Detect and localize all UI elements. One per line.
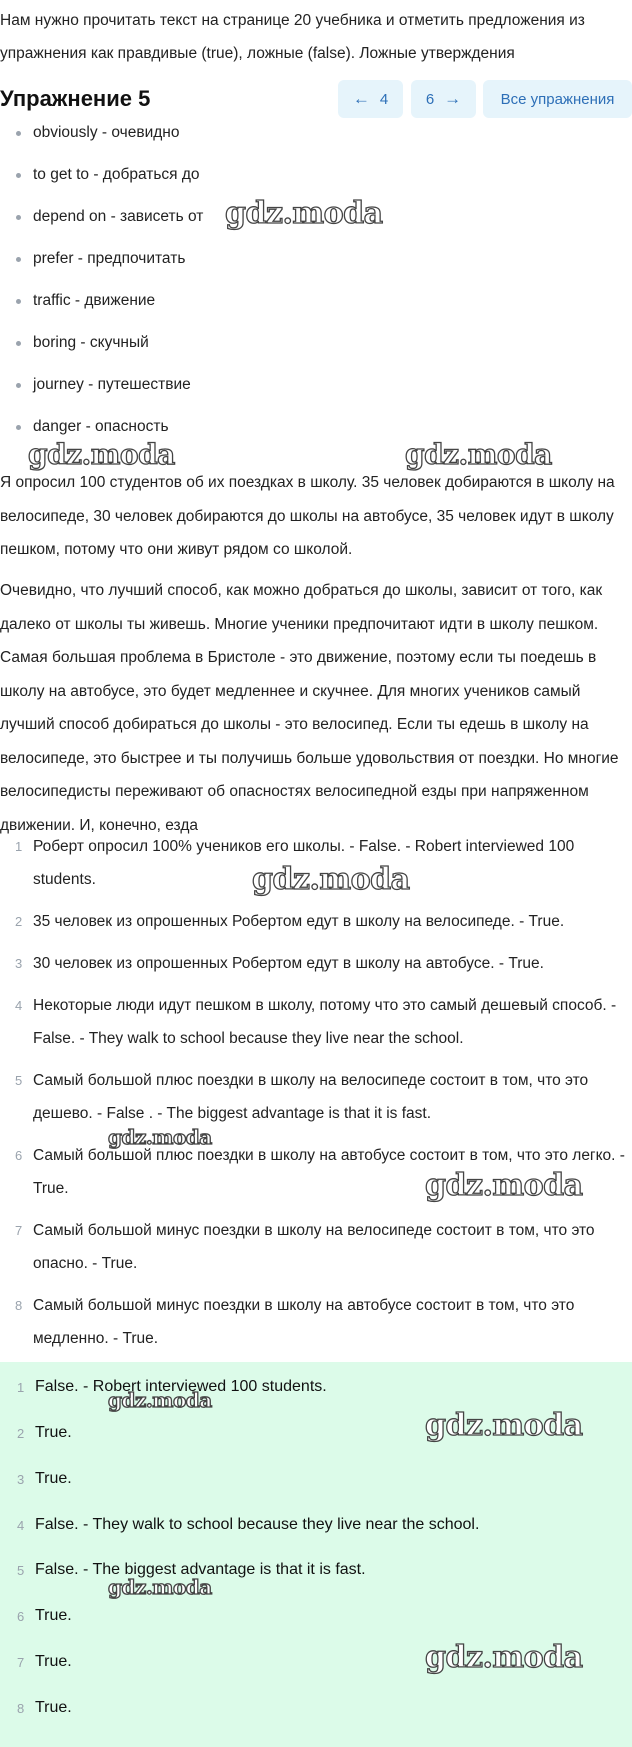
item-number: 4 [17,1517,25,1533]
vocabulary-list [0,124,632,440]
answer-text: True. [35,1653,72,1670]
answer-text: False. - Robert interviewed 100 students. [35,1378,327,1395]
list-item [0,1424,72,1442]
item-number: 3 [17,1471,25,1487]
item-number: 7 [15,1223,23,1238]
list-item [0,947,632,980]
list-item [0,1214,632,1280]
statement-text: 35 человек из опрошенных Робертом едут в школу на велосипеде. - True. [33,913,565,930]
vocab-text: to get to - добраться до [33,166,200,183]
bullet-icon [16,383,21,388]
vocab-text: prefer - предпочитать [33,250,186,267]
item-number: 1 [15,839,23,854]
watermark: gdz.moda [425,1168,583,1203]
vocab-text: danger - опасность [33,418,169,435]
list-item [0,112,632,154]
list-item [0,1561,366,1579]
item-number: 5 [17,1562,25,1578]
list-item [0,154,632,196]
list-item [0,1699,72,1717]
item-number: 6 [17,1608,25,1624]
vocab-text: journey - путешествие [33,376,191,393]
bullet-icon [16,425,21,430]
bullet-icon [16,173,21,178]
statement-text: Самый большой минус поездки в школу на автобусе состоит в том, что это медленно. - True. [33,1297,575,1347]
list-item [0,1064,632,1130]
translation-paragraph-2: Очевидно, что лучший способ, как можно добраться до школы, зависит от того, как далеко от школы ты живешь. Многие ученики предпочитают идти в школу пешком. Самая большая проблема в Бристоле - это движение, поэтому если ты поедешь в школу на автобусе, это будет медленнее и скучнее. Для многих учеников самый лучший способ добираться до школы - это велосипед. Если ты едешь в школу на велосипеде, это быстрее и ты получишь больше удовольствия от поездки. Но многие велосипедисты переживают об опасностях велосипедной езды при напряженном движении. И, конечно, езда [0,582,619,834]
list-item [0,830,632,896]
list-item [0,238,632,280]
item-number: 7 [17,1654,25,1670]
item-number: 2 [17,1425,25,1441]
list-item [0,1607,72,1625]
next-exercise-label: 6 [425,90,435,108]
answer-text: True. [35,1699,72,1716]
bullet-icon [16,257,21,262]
list-item [0,905,632,938]
item-number: 8 [17,1700,25,1716]
statement-text: Самый большой плюс поездки в школу на автобусе состоит в том, что это легко. - True. [33,1147,625,1197]
answer-text: False. - They walk to school because they live near the school. [35,1516,480,1533]
list-item [0,322,632,364]
answer-text: True. [35,1470,72,1487]
bullet-icon [16,131,21,136]
prev-exercise-label: 4 [379,90,389,108]
item-number: 3 [15,956,23,971]
statement-text: Самый большой плюс поездки в школу на велосипеде состоит в том, что это дешево. - False . - The biggest advantage is that it is fast. [33,1072,589,1122]
page-title: Упражнение 5 [0,86,151,111]
vocab-text: traffic - движение [33,292,156,309]
list-item [0,1653,72,1671]
list-item [0,989,632,1055]
item-number: 8 [15,1298,23,1313]
all-exercises-label: Все упражнения [500,90,615,108]
watermark: gdz.moda [28,438,175,471]
bullet-icon [16,215,21,220]
watermark: gdz.moda [425,1640,583,1675]
answers-panel [0,1362,632,1747]
list-item [0,406,632,448]
list-item [0,1139,632,1205]
item-number: 6 [15,1148,23,1163]
vocab-text: obviously - очевидно [33,124,180,141]
list-item [0,1470,72,1488]
statements-list [0,830,632,1364]
answer-text: False. - The biggest advantage is that it is fast. [35,1561,366,1578]
vocab-text: boring - скучный [33,334,149,351]
statement-text: 30 человек из опрошенных Робертом едут в школу на автобусе. - True. [33,955,544,972]
watermark: gdz.moda [108,1575,212,1599]
list-item [0,1378,327,1396]
arrow-left-icon: ← [352,89,370,108]
statement-text: Некоторые люди идут пешком в школу, потому что это самый дешевый способ. - False. - They walk to school because they live near the school. [33,997,617,1047]
watermark: gdz.moda [425,1408,583,1443]
item-number: 1 [17,1379,25,1395]
item-number: 5 [15,1073,23,1088]
translation-paragraph-1: Я опросил 100 студентов об их поездках в школу. 35 человек добираются в школу на велосипеде, 30 человек добираются до школы на автобусе, 35 человек идут в школу пешком, потому что они живут рядом со школой. [0,474,615,558]
intro-text: Нам нужно прочитать текст на странице 20 учебника и отметить предложения из упражнения как правдивые (true), ложные (false). Ложные утверждения [0,12,585,62]
watermark: gdz.moda [108,1388,212,1412]
list-item [0,196,632,238]
watermark: gdz.moda [252,862,410,897]
watermark: gdz.moda [108,1125,212,1149]
item-number: 4 [15,998,23,1013]
list-item [0,280,632,322]
answer-text: True. [35,1424,72,1441]
item-number: 2 [15,914,23,929]
watermark: gdz.moda [405,438,552,471]
statement-text: Роберт опросил 100% учеников его школы. - False. - Robert interviewed 100 students. [33,838,575,888]
bullet-icon [16,341,21,346]
bullet-icon [16,299,21,304]
list-item [0,1289,632,1355]
watermark: gdz.moda [225,196,383,231]
list-item [0,364,632,406]
arrow-right-icon: → [444,89,462,108]
answer-text: True. [35,1607,72,1624]
vocab-text: depend on - зависеть от [33,208,204,225]
statement-text: Самый большой минус поездки в школу на велосипеде состоит в том, что это опасно. - True. [33,1222,595,1272]
list-item [0,1516,479,1534]
